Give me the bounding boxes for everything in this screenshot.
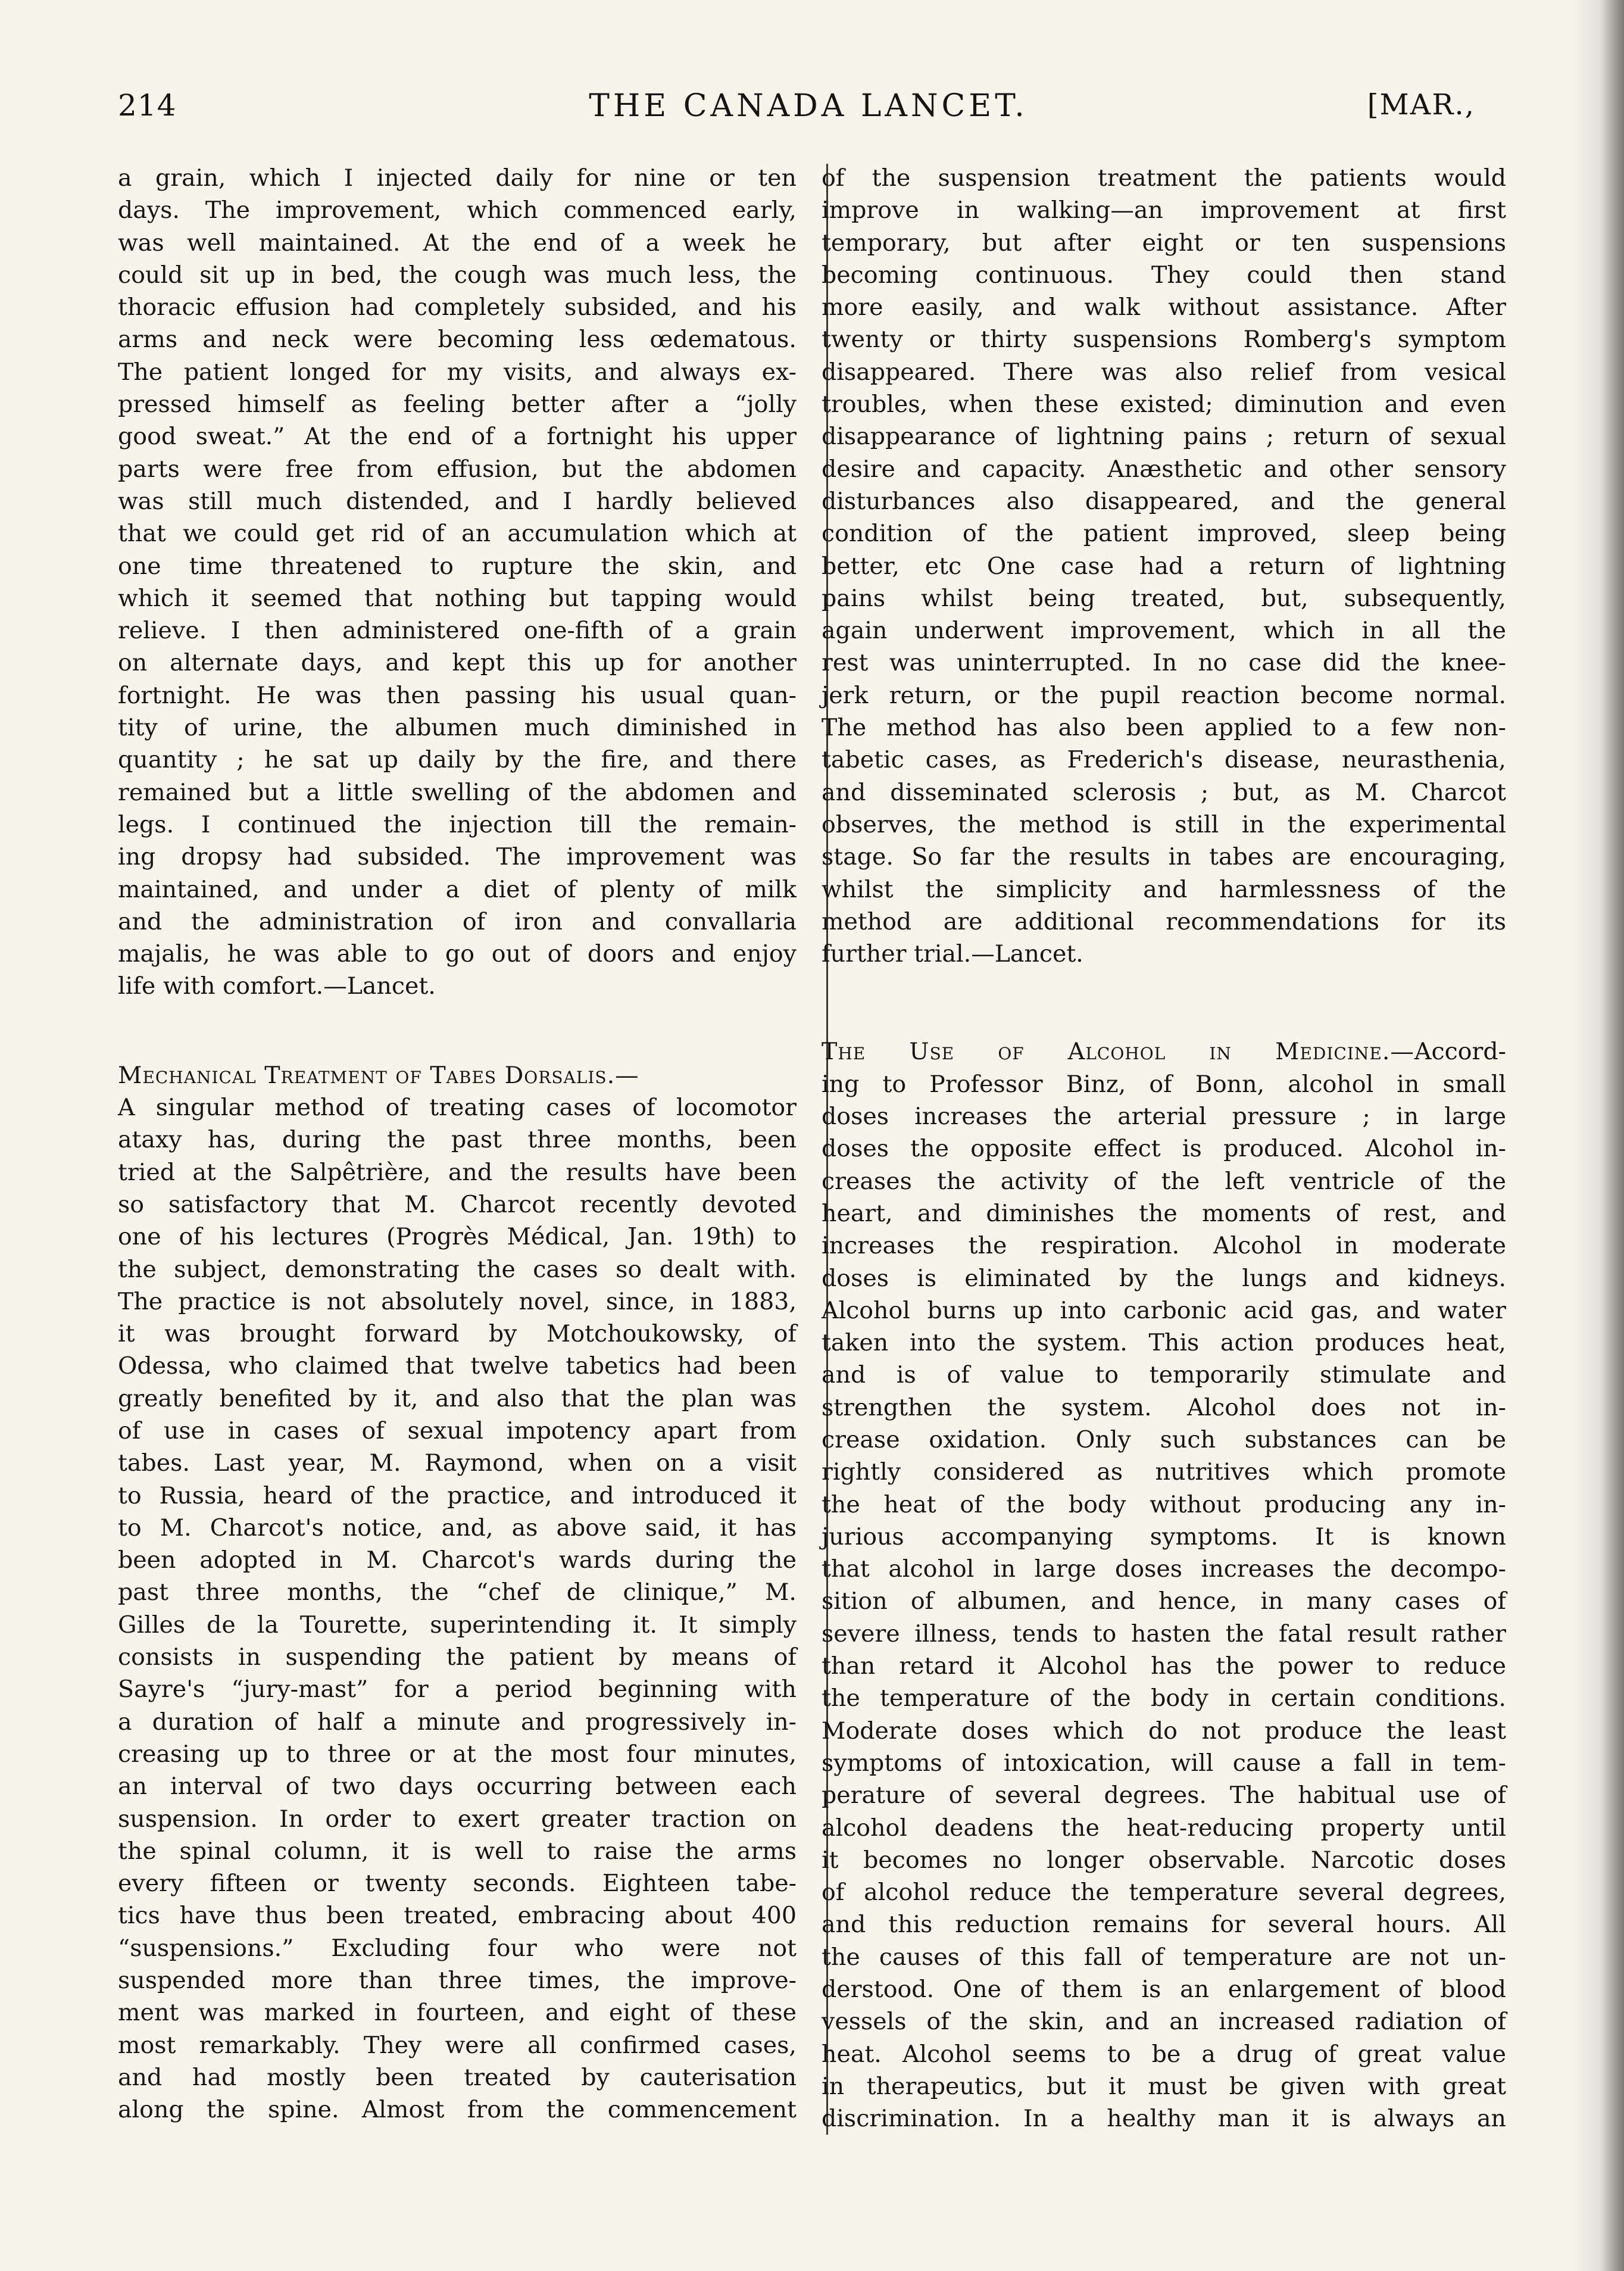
text-line: parts were free from effusion, but the abdomen — [118, 455, 797, 483]
text-line: “suspensions.” Excluding four who were not — [118, 1934, 797, 1962]
text-line: that we could get rid of an accumulation which at — [118, 520, 797, 548]
text-line: taken into the system. This action produces heat, — [822, 1329, 1506, 1357]
text-line: arms and neck were becoming less œdematous. — [118, 326, 797, 354]
text-line: most remarkably. They were all confirmed cases, — [118, 2031, 797, 2059]
text-line: discrimination. In a healthy man it is always an — [822, 2105, 1506, 2133]
text-line: creases the activity of the left ventricle of the — [822, 1167, 1506, 1195]
text-line: the causes of this fall of temperature are not un- — [822, 1943, 1506, 1971]
text-line: every fifteen or twenty seconds. Eighteen tabe- — [118, 1870, 797, 1898]
text-line: days. The improvement, which commenced early, — [118, 196, 797, 224]
text-line: ataxy has, during the past three months, been — [118, 1126, 797, 1154]
text-line: Odessa, who claimed that twelve tabetics had been — [118, 1352, 797, 1380]
running-header — [118, 83, 1475, 143]
text-line: heart, and diminishes the moments of rest, and — [822, 1199, 1506, 1227]
section-first-word: Accord- — [1414, 1038, 1506, 1066]
text-line: disappearance of lightning pains ; return of sexual — [822, 423, 1506, 451]
text-line: derstood. One of them is an enlargement of blood — [822, 1976, 1506, 2004]
issue-month: [MAR., — [1367, 88, 1475, 121]
text-line: observes, the method is still in the experimental — [822, 810, 1506, 838]
text-line: improve in walking—an improvement at first — [822, 196, 1506, 224]
section-heading-alcohol: The Use of Alcohol in Medicine.— — [822, 1038, 1414, 1066]
text-line: disturbances also disappeared, and the general — [822, 487, 1506, 515]
text-line: Gilles de la Tourette, superintending it. It simply — [118, 1611, 797, 1639]
text-line: quantity ; he sat up daily by the fire, and there — [118, 746, 797, 774]
text-line: Sayre's “jury-mast” for a period beginning with — [118, 1676, 797, 1704]
text-line: to Russia, heard of the practice, and introduced it — [118, 1481, 797, 1509]
text-line: method are additional recommendations for its — [822, 907, 1506, 935]
text-line: that alcohol in large doses increases the decompo- — [822, 1555, 1506, 1583]
text-line: increases the respiration. Alcohol in moderate — [822, 1232, 1506, 1260]
text-line: consists in suspending the patient by means of — [118, 1643, 797, 1671]
text-line: good sweat.” At the end of a fortnight his upper — [118, 423, 797, 451]
text-line: greatly benefited by it, and also that the plan was — [118, 1384, 797, 1412]
section-tabes-dorsalis — [118, 1059, 797, 2126]
text-line: strengthen the system. Alcohol does not in- — [822, 1393, 1506, 1421]
text-line: and the administration of iron and convallaria — [118, 907, 797, 935]
text-line: on alternate days, and kept this up for another — [118, 649, 797, 677]
text-line: twenty or thirty suspensions Romberg's symptom — [822, 326, 1506, 354]
text-line: sition of albumen, and hence, in many cases of — [822, 1587, 1506, 1615]
text-line: troubles, when these existed; diminution and even — [822, 391, 1506, 419]
text-line: and is of value to temporarily stimulate and — [822, 1361, 1506, 1389]
text-line: rightly considered as nutritives which promote — [822, 1458, 1506, 1486]
text-line: it was brought forward by Motchoukowsky, of — [118, 1320, 797, 1348]
text-line: and had mostly been treated by cauterisation — [118, 2063, 797, 2091]
text-line: jurious accompanying symptoms. It is known — [822, 1523, 1506, 1551]
text-line: The patient longed for my visits, and always ex- — [118, 358, 797, 386]
text-line: crease oxidation. Only such substances can be — [822, 1425, 1506, 1453]
text-line: ing dropsy had subsided. The improvement was — [118, 843, 797, 871]
text-line: disappeared. There was also relief from vesical — [822, 358, 1506, 386]
text-line: along the spine. Almost from the commencement — [118, 2096, 797, 2124]
text-line: fortnight. He was then passing his usual quan- — [118, 681, 797, 709]
text-line: perature of several degrees. The habitual use of — [822, 1782, 1506, 1810]
text-line: pains whilst being treated, but, subsequently, — [822, 584, 1506, 612]
text-line: Alcohol burns up into carbonic acid gas, and water — [822, 1296, 1506, 1324]
text-line: remained but a little swelling of the abdomen and — [118, 778, 797, 806]
page-number: 214 — [118, 88, 177, 123]
text-line: tity of urine, the albumen much diminished in — [118, 714, 797, 742]
text-line: further trial.—Lancet. — [822, 940, 1083, 968]
text-line: tabes. Last year, M. Raymond, when on a visit — [118, 1449, 797, 1477]
text-line: whilst the simplicity and harmlessness of the — [822, 875, 1506, 903]
text-line: The method has also been applied to a few non- — [822, 714, 1506, 742]
text-line: the temperature of the body in certain conditions. — [822, 1684, 1506, 1712]
paragraph-suspension-treatment — [822, 162, 1506, 970]
text-line: the heat of the body without producing any in- — [822, 1490, 1506, 1518]
text-line: legs. I continued the injection till the remain- — [118, 810, 797, 838]
text-line: Moderate doses which do not produce the least — [822, 1717, 1506, 1745]
text-line: ing to Professor Binz, of Bonn, alcohol in small — [822, 1070, 1506, 1098]
text-line: life with comfort.—Lancet. — [118, 972, 436, 1000]
text-line: of the suspension treatment the patients would — [822, 164, 1506, 192]
text-line: and this reduction remains for several hours. All — [822, 1911, 1506, 1939]
text-line: doses is eliminated by the lungs and kidneys. — [822, 1264, 1506, 1292]
text-line: a duration of half a minute and progressively in- — [118, 1708, 797, 1736]
left-column — [118, 162, 797, 2126]
text-line: relieve. I then administered one-fifth of a grain — [118, 617, 797, 645]
paragraph-dropsy-case — [118, 162, 797, 1003]
text-line: suspension. In order to exert greater traction on — [118, 1805, 797, 1833]
text-line: the subject, demonstrating the cases so dealt with. — [118, 1255, 797, 1283]
text-line: and disseminated sclerosis ; but, as M. Charcot — [822, 778, 1506, 806]
right-column — [822, 162, 1506, 2135]
text-line: one time threatened to rupture the skin, and — [118, 552, 797, 580]
text-line: majalis, he was able to go out of doors and enjoy — [118, 940, 797, 968]
text-line: doses the opposite effect is produced. Alcohol in- — [822, 1135, 1506, 1163]
text-line: doses increases the arterial pressure ; in large — [822, 1103, 1506, 1131]
text-line: one of his lectures (Progrès Médical, Jan. 19th) to — [118, 1223, 797, 1251]
section-heading-tabes: Mechanical Treatment of Tabes Dorsalis.— — [118, 1061, 639, 1089]
text-line: A singular method of treating cases of locomotor — [118, 1094, 797, 1122]
text-line: tried at the Salpêtrière, and the results have been — [118, 1158, 797, 1186]
text-line: tics have thus been treated, embracing about 400 — [118, 1902, 797, 1930]
text-line: it becomes no longer observable. Narcotic doses — [822, 1846, 1506, 1874]
text-line: more easily, and walk without assistance. After — [822, 294, 1506, 322]
text-line: creasing up to three or at the most four minutes, — [118, 1740, 797, 1768]
text-line: thoracic effusion had completely subsided, and his — [118, 294, 797, 322]
text-line: stage. So far the results in tabes are encouraging, — [822, 843, 1506, 871]
text-line: The practice is not absolutely novel, since, in 1883, — [118, 1287, 797, 1315]
paragraph-gap — [822, 970, 1506, 1035]
text-line: alcohol deadens the heat-reducing property until — [822, 1814, 1506, 1842]
text-line: pressed himself as feeling better after a “jolly — [118, 391, 797, 419]
text-line: which it seemed that nothing but tapping would — [118, 584, 797, 612]
text-line: rest was uninterrupted. In no case did the knee- — [822, 649, 1506, 677]
text-line: been adopted in M. Charcot's wards during the — [118, 1546, 797, 1574]
text-line: suspended more than three times, the improve- — [118, 1967, 797, 1995]
section-alcohol-medicine — [822, 1035, 1506, 2135]
text-line: condition of the patient improved, sleep being — [822, 520, 1506, 548]
text-line: the spinal column, it is well to raise the arms — [118, 1837, 797, 1865]
text-line: jerk return, or the pupil reaction become normal. — [822, 681, 1506, 709]
text-line: was still much distended, and I hardly believed — [118, 487, 797, 515]
text-line: maintained, and under a diet of plenty of milk — [118, 875, 797, 903]
journal-title: THE CANADA LANCET. — [589, 88, 1028, 124]
text-line: of use in cases of sexual impotency apart from — [118, 1417, 797, 1445]
text-line: symptoms of intoxication, will cause a fall in tem- — [822, 1749, 1506, 1777]
text-line: than retard it Alcohol has the power to reduce — [822, 1652, 1506, 1680]
text-line: an interval of two days occurring between each — [118, 1773, 797, 1801]
text-line: desire and capacity. Anæsthetic and other sensory — [822, 455, 1506, 483]
page-edge-shadow — [1570, 0, 1624, 2271]
text-line: temporary, but after eight or ten suspensions — [822, 229, 1506, 257]
text-line: to M. Charcot's notice, and, as above said, it has — [118, 1514, 797, 1542]
paragraph-tabes-text — [118, 1091, 797, 2126]
text-line: better, etc One case had a return of lightning — [822, 552, 1506, 580]
text-line: so satisfactory that M. Charcot recently devoted — [118, 1190, 797, 1218]
paragraph-gap — [118, 1003, 797, 1059]
text-line: of alcohol reduce the temperature several degrees, — [822, 1879, 1506, 1907]
text-line: could sit up in bed, the cough was much less, the — [118, 261, 797, 289]
text-line: in therapeutics, but it must be given with great — [822, 2072, 1506, 2100]
text-line: tabetic cases, as Frederich's disease, neurasthenia, — [822, 746, 1506, 774]
text-line: ment was marked in fourteen, and eight of these — [118, 1999, 797, 2027]
text-line: heat. Alcohol seems to be a drug of great value — [822, 2040, 1506, 2068]
text-line: severe illness, tends to hasten the fatal result rather — [822, 1620, 1506, 1648]
text-line: again underwent improvement, which in all the — [822, 617, 1506, 645]
text-line: becoming continuous. They could then stand — [822, 261, 1506, 289]
text-line: past three months, the “chef de clinique,” M. — [118, 1579, 797, 1606]
text-line: a grain, which I injected daily for nine or ten — [118, 164, 797, 192]
text-line: vessels of the skin, and an increased radiation of — [822, 2008, 1506, 2036]
text-line: was well maintained. At the end of a week he — [118, 229, 797, 257]
paragraph-alcohol-text — [822, 1068, 1506, 2135]
